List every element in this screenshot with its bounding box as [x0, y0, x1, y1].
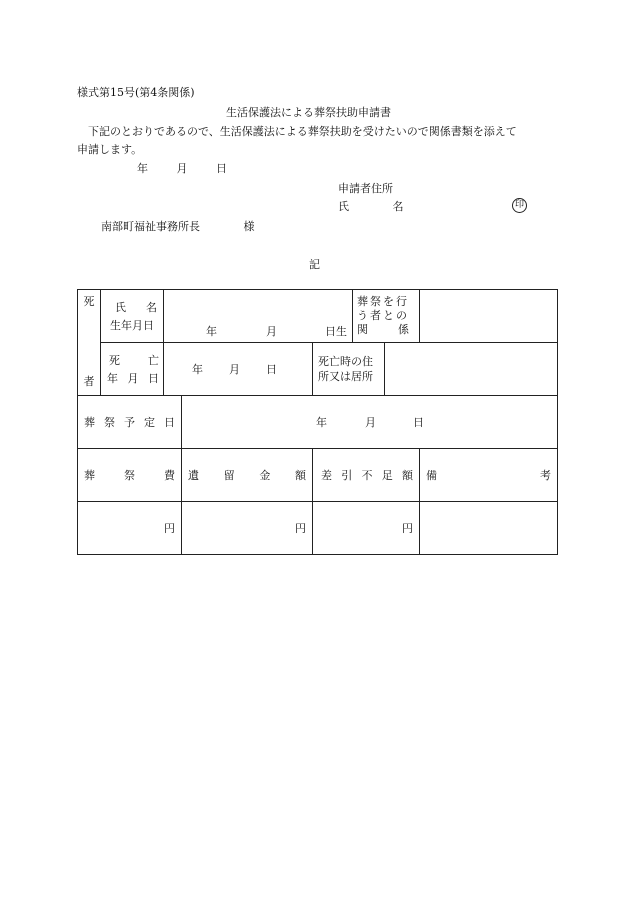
relation-label-cell: [353, 290, 420, 343]
deceased-char-1: 死: [83, 295, 95, 308]
shortfall-label-char-5: 額: [402, 469, 413, 482]
death-address-label-cell: [313, 343, 385, 396]
cost-label-cell: [78, 449, 182, 502]
estate-label-char-4: 額: [294, 469, 306, 482]
death-date-value-cell[interactable]: [164, 343, 313, 396]
deceased-label-cell: [78, 290, 101, 396]
cost-label-char-2: 祭: [124, 469, 135, 482]
shortfall-label-cell: [313, 449, 420, 502]
name-label-char-1: 氏: [115, 301, 126, 314]
name-label-char-2: 名: [146, 301, 157, 314]
death-date-label-cell: [101, 343, 164, 396]
name-char-1: 氏: [338, 200, 349, 213]
intro-line-1: 下記のとおりであるので、生活保護法による葬祭扶助を受けたいので関係書類を添えて: [88, 125, 517, 138]
name-birth-label-cell: [101, 290, 164, 343]
name-char-2: 名: [392, 200, 404, 213]
relation-char-3a: 関: [357, 323, 368, 336]
estate-value-cell[interactable]: [182, 502, 313, 555]
deceased-char-2: 者: [83, 375, 95, 388]
death-label-char-2: 亡: [148, 354, 159, 367]
relation-char-3b: 係: [398, 323, 409, 336]
remarks-label-char-1: 備: [426, 469, 437, 482]
shortfall-label-char-2: 引: [341, 469, 353, 482]
applicant-address-label: 申請者住所: [338, 182, 393, 195]
seal-mark: [512, 197, 527, 213]
seal-icon: 印: [512, 198, 527, 213]
date-month: 月: [176, 162, 188, 175]
death-label-year: 年: [107, 372, 118, 385]
estate-label-char-3: 金: [259, 469, 271, 482]
death-month: 月: [229, 363, 240, 376]
cost-label-char-1: 葬: [84, 469, 95, 482]
cost-yen: 円: [164, 522, 175, 535]
estate-label-char-2: 留: [223, 469, 235, 482]
shortfall-label-char-3: 不: [361, 469, 373, 482]
office-name: 南部町福祉事務所長: [101, 220, 200, 233]
death-address-line-2: 所又は居所: [318, 370, 373, 383]
funeral-month: 月: [365, 416, 376, 429]
death-address-line-1: 死亡時の住: [318, 355, 373, 368]
shortfall-label-char-4: 足: [381, 469, 393, 482]
estate-label-char-1: 遺: [188, 469, 199, 482]
addressee: [101, 218, 255, 234]
funeral-label-char-2: 祭: [104, 416, 115, 429]
funeral-label-char-4: 定: [144, 416, 155, 429]
funeral-label-char-3: 予: [124, 416, 135, 429]
relation-line-2: う者との: [357, 309, 409, 322]
date-year: 年: [137, 162, 148, 175]
funeral-year: 年: [316, 416, 327, 429]
name-birth-value-cell[interactable]: [164, 290, 353, 343]
ki-heading: 記: [309, 258, 320, 271]
honorific: 様: [243, 220, 255, 233]
shortfall-yen: 円: [402, 522, 413, 535]
death-address-value-cell[interactable]: [385, 343, 558, 396]
funeral-day: 日: [413, 416, 424, 429]
remarks-value-cell[interactable]: [420, 502, 558, 555]
shortfall-label-char-1: 差: [321, 469, 332, 482]
birth-year: 年: [206, 325, 217, 338]
relation-line-1: 葬祭を行: [357, 295, 409, 308]
birth-day: 日生: [325, 325, 347, 338]
cost-value-cell[interactable]: [78, 502, 182, 555]
remarks-label-cell: [420, 449, 558, 502]
application-date: [137, 160, 227, 176]
death-label-day: 日: [148, 372, 159, 385]
shortfall-value-cell[interactable]: [313, 502, 420, 555]
intro-line-2: 申請します。: [77, 143, 143, 156]
cost-label-char-3: 費: [164, 469, 175, 482]
form-title: 生活保護法による葬祭扶助申請書: [226, 106, 391, 119]
funeral-date-value-cell[interactable]: [182, 396, 558, 449]
estate-label-cell: [182, 449, 313, 502]
application-table: [77, 289, 558, 555]
relation-value-cell[interactable]: [420, 290, 558, 343]
date-day: 日: [216, 162, 227, 175]
death-year: 年: [192, 363, 203, 376]
form-number: 様式第15号(第4条関係): [77, 86, 195, 99]
remarks-label-char-2: 考: [540, 469, 551, 482]
death-day: 日: [266, 363, 277, 376]
death-label-month: 月: [127, 372, 139, 385]
funeral-label-char-5: 日: [164, 416, 175, 429]
funeral-date-label-cell: [78, 396, 182, 449]
birth-month: 月: [266, 325, 277, 338]
death-label-char-1: 死: [109, 354, 120, 367]
funeral-label-char-1: 葬: [84, 416, 95, 429]
estate-yen: 円: [295, 522, 306, 535]
birthdate-label: 生年月日: [110, 319, 154, 332]
applicant-name-label: [338, 198, 404, 214]
